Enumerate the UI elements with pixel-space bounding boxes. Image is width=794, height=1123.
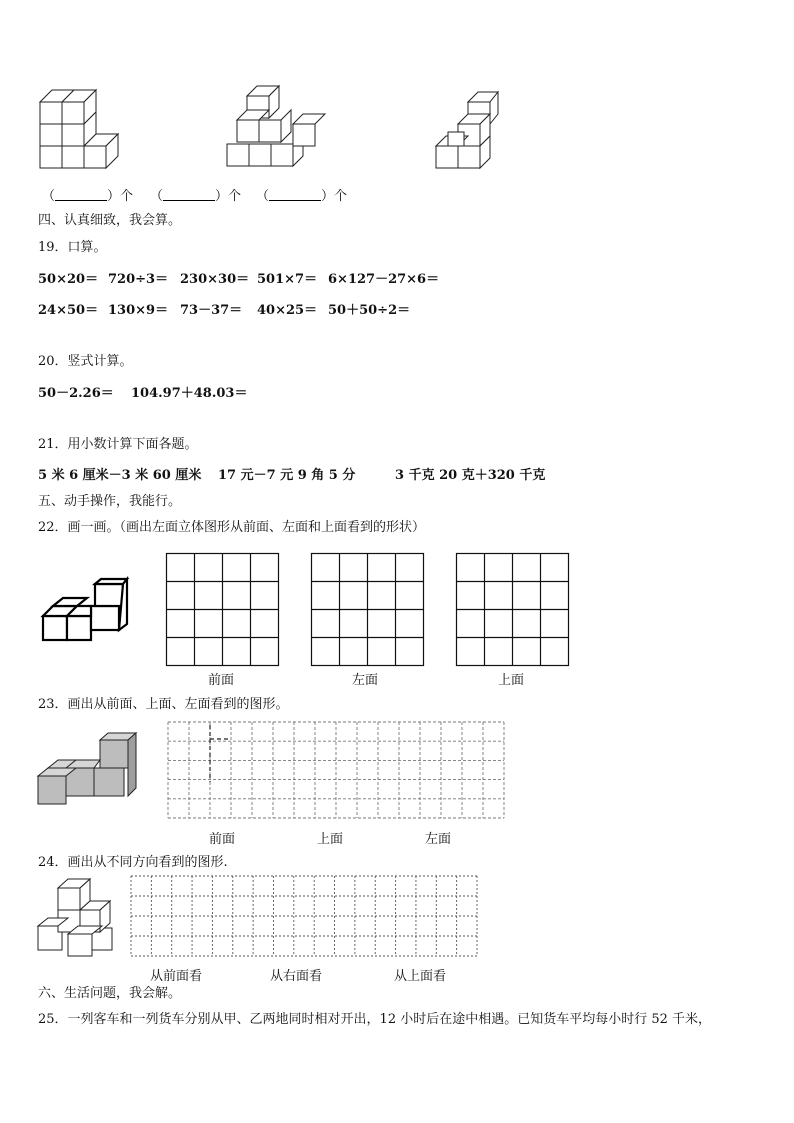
q24-dashed-grid[interactable]: [131, 876, 478, 958]
q19-item: 130×9＝: [108, 303, 169, 318]
q19-item: 720÷3＝: [108, 272, 169, 287]
q24-label: 24．画出从不同方向看到的图形.: [38, 855, 228, 870]
q21-label: 21．用小数计算下面各题。: [38, 437, 198, 452]
q23-cube-figure: [38, 732, 138, 806]
section-6-title: 六、生活问题，我会解。: [38, 986, 182, 1001]
q19-item: 50＋50÷2＝: [328, 303, 411, 318]
q20-item: 104.97＋48.03＝: [131, 386, 248, 401]
cube-figure-3: [434, 88, 504, 173]
q22-caption-top: 上面: [498, 673, 525, 688]
q23-caption-top: 上面: [317, 832, 344, 847]
section-4-title: 四、认真细致，我会算。: [38, 213, 182, 228]
q19-item: 24×50＝: [38, 303, 99, 318]
section-5-title: 五、动手操作，我能行。: [38, 494, 182, 509]
q25-text: 25．一列客车和一列货车分别从甲、乙两地同时相对开出，12 小时后在途中相遇。已知货车平均每小时行 52 千米，: [38, 1012, 712, 1027]
q22-caption-front: 前面: [208, 673, 235, 688]
q21-item: 17 元－7 元 9 角 5 分: [218, 468, 356, 483]
cube-figure-2: [225, 84, 325, 174]
q19-item: 230×30＝: [180, 272, 250, 287]
q23-caption-front: 前面: [209, 832, 236, 847]
cube-figure-1: [38, 88, 138, 173]
q19-item: 6×127－27×6＝: [328, 272, 440, 287]
q19-item: 50×20＝: [38, 272, 99, 287]
q22-grid-top[interactable]: [456, 553, 569, 666]
q24-caption-right: 从右面看: [270, 969, 323, 984]
q22-grid-front[interactable]: [166, 553, 279, 666]
q24-cube-figure: [38, 876, 118, 960]
count-blank-1[interactable]: （ ）个: [42, 189, 134, 204]
q21-item: 5 米 6 厘米－3 米 60 厘米: [38, 468, 202, 483]
q23-caption-left: 左面: [425, 832, 452, 847]
q19-item: 73－37＝: [180, 303, 243, 318]
count-blank-2[interactable]: （ ）个: [150, 189, 242, 204]
q24-caption-front: 从前面看: [150, 969, 203, 984]
q19-item: 40×25＝: [257, 303, 318, 318]
q21-item: 3 千克 20 克＋320 千克: [395, 468, 546, 483]
q19-label: 19．口算。: [38, 240, 107, 255]
q19-item: 501×7＝: [257, 272, 318, 287]
q22-label: 22．画一画。（画出左面立体图形从前面、左面和上面看到的形状）: [38, 520, 426, 535]
q22-caption-left: 左面: [352, 673, 379, 688]
q23-label: 23．画出从前面、上面、左面看到的图形。: [38, 697, 289, 712]
q23-dashed-grid[interactable]: [168, 722, 506, 820]
q20-item: 50－2.26＝: [38, 386, 114, 401]
q24-caption-top: 从上面看: [394, 969, 447, 984]
q20-label: 20．竖式计算。: [38, 354, 133, 369]
q22-grid-left[interactable]: [311, 553, 424, 666]
count-blank-3[interactable]: （ ）个: [256, 189, 348, 204]
q22-cube-figure: [42, 578, 132, 642]
